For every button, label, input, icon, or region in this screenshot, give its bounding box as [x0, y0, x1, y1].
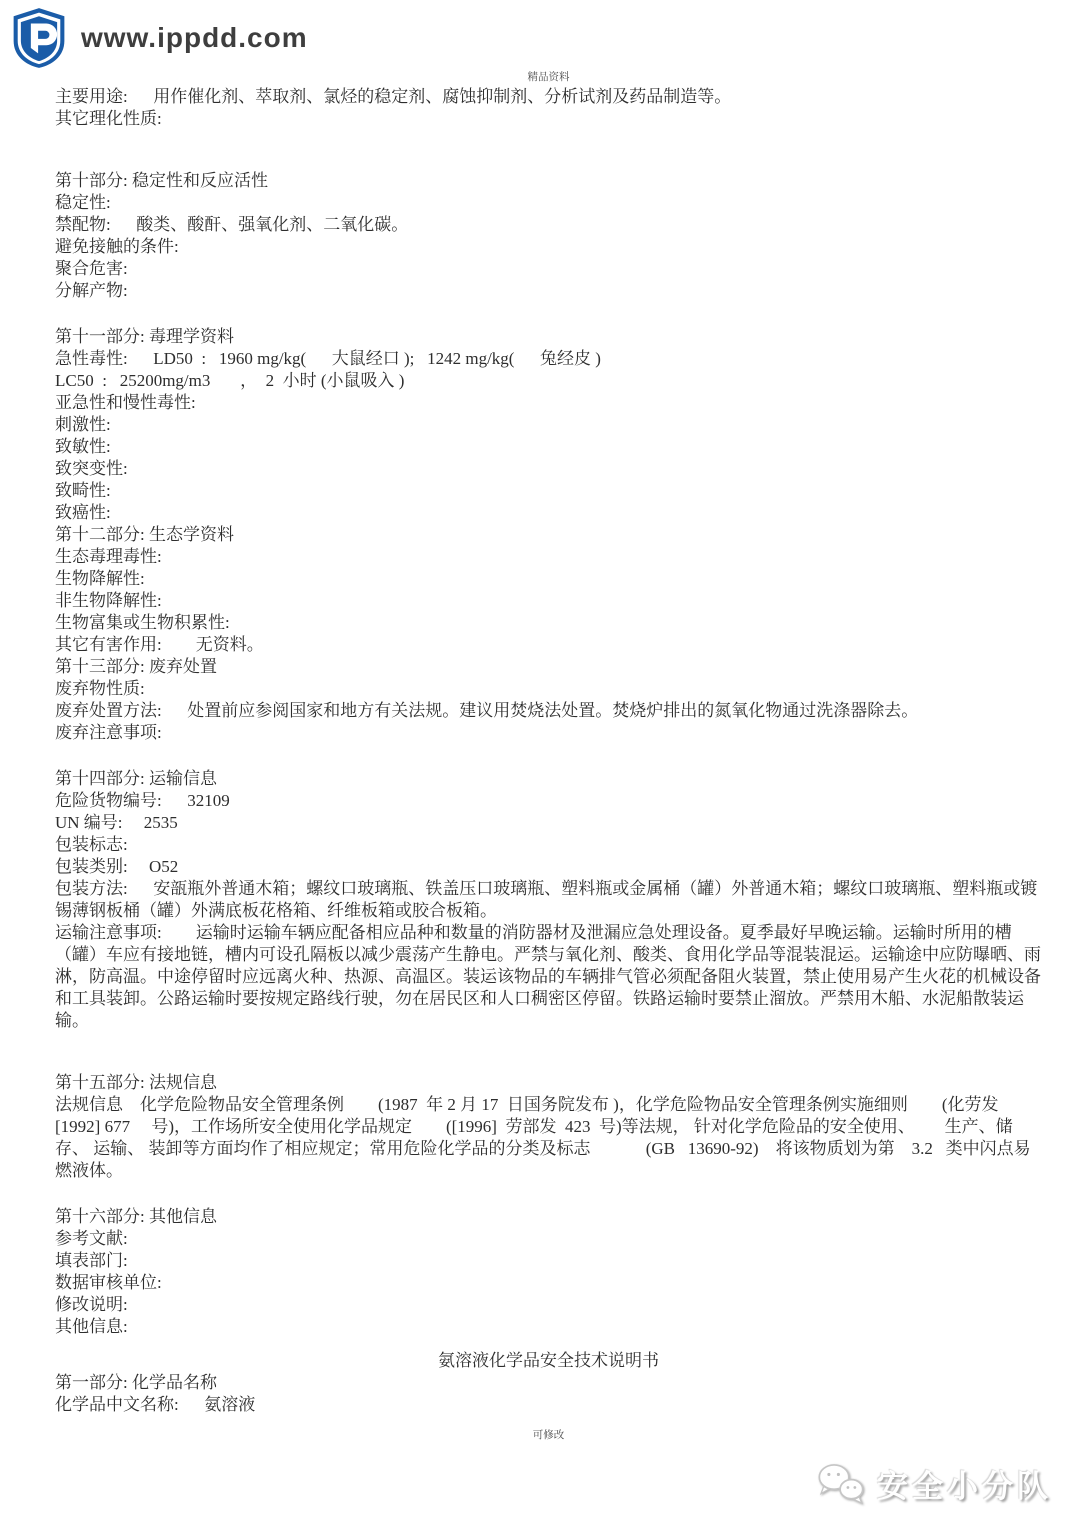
doc-line: 包装方法: 安瓿瓶外普通木箱；螺纹口玻璃瓶、铁盖压口玻璃瓶、塑料瓶或金属桶（罐）外普通木箱；螺纹口玻璃瓶、塑料瓶或镀锡薄钢板桶（罐）外满底板花格箱、纤维板箱或胶合板箱。: [55, 879, 1038, 920]
doc-title: 氨溶液化学品安全技术说明书: [438, 1351, 659, 1370]
section-heading: 第十一部分: 毒理学资料: [55, 327, 234, 346]
doc-line: 非生物降解性:: [55, 591, 162, 610]
doc-line: 聚合危害:: [55, 259, 128, 278]
doc-line: 其它有害作用: 无资料。: [55, 635, 264, 654]
doc-line: 修改说明:: [55, 1295, 128, 1314]
doc-line: 生物降解性:: [55, 569, 145, 588]
doc-line: 其他信息:: [55, 1317, 128, 1336]
doc-line: 填表部门:: [55, 1251, 128, 1270]
document-body: [0, 70, 1080, 1444]
doc-line: 稳定性:: [55, 193, 111, 212]
doc-line: 亚急性和慢性毒性:: [55, 393, 196, 412]
section-heading: 第十六部分: 其他信息: [55, 1207, 217, 1226]
doc-line: UN 编号: 2535: [55, 813, 178, 832]
watermark: [815, 1461, 1052, 1506]
doc-line: 包装标志:: [55, 835, 128, 854]
doc-line: 刺激性:: [55, 415, 111, 434]
section-heading: 第十五部分: 法规信息: [55, 1073, 217, 1092]
doc-line: 致敏性:: [55, 437, 111, 456]
section-heading: 第十四部分: 运输信息: [55, 769, 217, 788]
doc-line: 急性毒性: LD50 : 1960 mg/kg( 大鼠经口 ); 1242 mg/kg( 兔经皮 ): [55, 349, 601, 368]
doc-line: 其它理化性质:: [55, 109, 162, 128]
shield-p-icon: [10, 6, 68, 70]
doc-watermark-bottom: 可修改: [532, 1430, 565, 1441]
doc-line: 禁配物: 酸类、酸酐、强氧化剂、二氧化碳。: [55, 215, 409, 234]
section-heading: 第十二部分: 生态学资料: [55, 525, 234, 544]
doc-line: LC50 : 25200mg/m3 ， 2 小时 (小鼠吸入 ): [55, 371, 405, 390]
doc-line: 主要用途: 用作催化剂、萃取剂、氯烃的稳定剂、腐蚀抑制剂、分析试剂及药品制造等。: [55, 87, 732, 106]
doc-line: 运输注意事项: 运输时运输车辆应配备相应品种和数量的消防器材及泄漏应急处理设备。夏季最好早晚运输。运输时所用的槽（罐）车应有接地链，槽内可设孔隔板以减少震荡产生静电。严禁与氧化剂、酸类、食用化学品等混装混运。运输途中应防曝晒、雨淋，防高温。中途停留时应远离火种、热源、高温区。装运该物品的车辆排气管必须配备阻火装置，禁止使用易产生火花的机械设备和工具装卸。公路运输时要按规定路线行驶，勿在居民区和人口稠密区停留。铁路运输时要禁止溜放。严禁用木船、水泥船散装运输。: [55, 923, 1041, 1030]
doc-line: 废弃处置方法: 处置前应参阅国家和地方有关法规。建议用焚烧法处置。焚烧炉排出的氮氧化物通过洗涤器除去。: [55, 701, 919, 720]
doc-line: 参考文献:: [55, 1229, 128, 1248]
section-heading: 第一部分: 化学品名称: [55, 1373, 217, 1392]
doc-line: 致突变性:: [55, 459, 128, 478]
doc-line: 危险货物编号: 32109: [55, 791, 230, 810]
doc-line: 生物富集或生物积累性:: [55, 613, 230, 632]
section-heading: 第十部分: 稳定性和反应活性: [55, 171, 268, 190]
site-header: [10, 6, 308, 70]
doc-line: 包装类别: O52: [55, 857, 179, 876]
watermark-label: 安全小分队: [877, 1469, 1052, 1504]
doc-line: 废弃注意事项:: [55, 723, 162, 742]
site-url: www.ippdd.com: [81, 22, 308, 53]
doc-line: 废弃物性质:: [55, 679, 145, 698]
doc-line: 化学品中文名称: 氨溶液: [55, 1395, 256, 1414]
doc-line: 数据审核单位:: [55, 1273, 162, 1292]
doc-line: 致癌性:: [55, 503, 111, 522]
doc-line: 法规信息 化学危险物品安全管理条例 (1987 年 2 月 17 日国务院发布 )，化学危险物品安全管理条例实施细则 (化劳发[1992] 677 号)，工作场所安全使用化学品规定 ([1996] 劳部发 423 号)等法规， 针对化学危险品的安全使用、 生产、储存、 运输、 装卸等方面均作了相应规定；常用危险化学品的分类及标志 (GB 13690-92) 将该物质划为第 3.2 类中闪点易燃液体。: [55, 1095, 1031, 1180]
doc-line: 避免接触的条件:: [55, 237, 179, 256]
doc-line: 生态毒理毒性:: [55, 547, 162, 566]
wechat-icon: [815, 1462, 867, 1506]
section-heading: 第十三部分: 废弃处置: [55, 657, 217, 676]
doc-watermark-top: 精品资料: [527, 72, 570, 83]
doc-line: 致畸性:: [55, 481, 111, 500]
doc-line: 分解产物:: [55, 281, 128, 300]
